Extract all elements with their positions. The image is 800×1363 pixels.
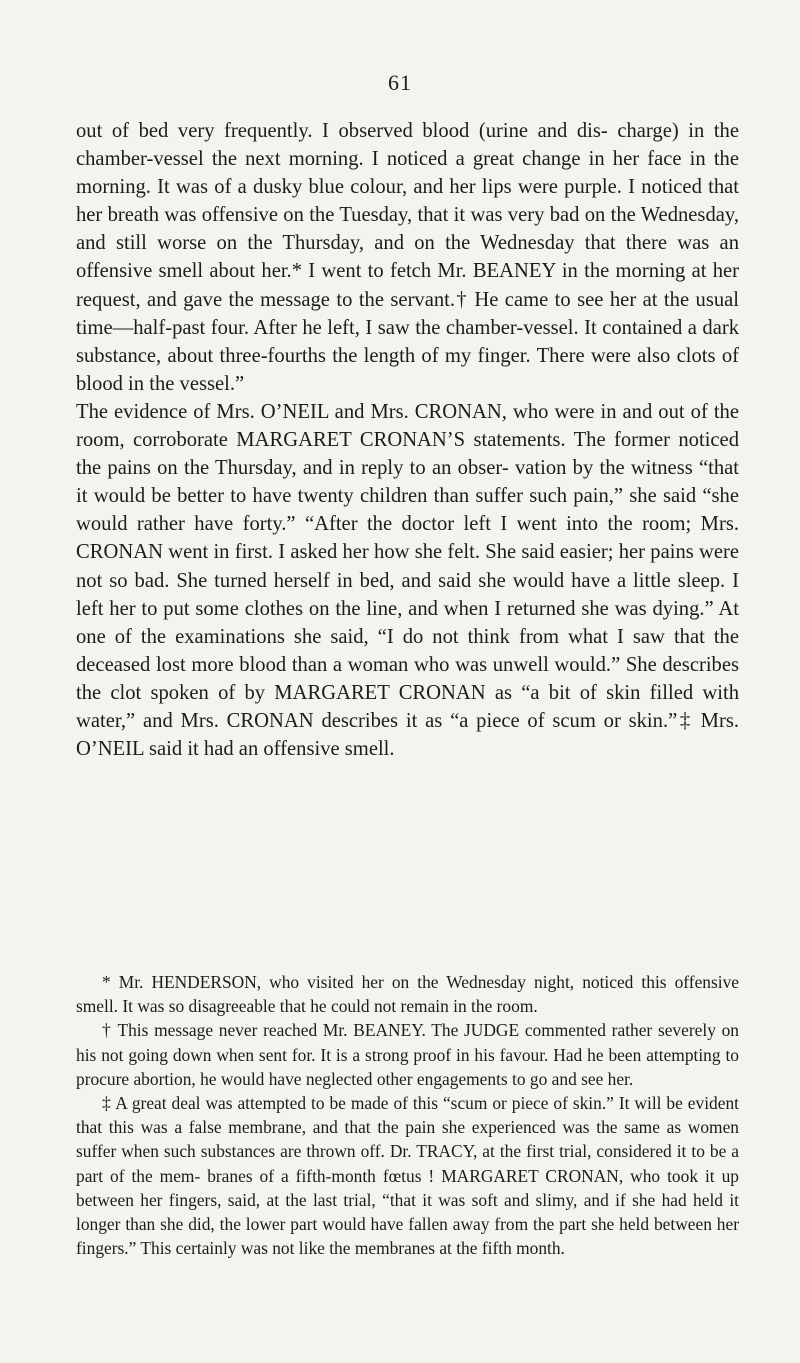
page-number: 61 <box>388 70 412 95</box>
main-text <box>76 117 739 763</box>
footnote-asterisk: * Mr. HENDERSON, who visited her on the Wednesday night, noticed this offensive smell. It was so disagreeable that he could not remain in the room. <box>76 972 739 1017</box>
footnotes <box>76 970 739 1260</box>
paragraph-1: out of bed very frequently. I observed blood (urine and dis- charge) in the chamber-vessel the next morning. I noticed a great change in her face in the morning. It was of a dusky blue colour, and her lips were purple. I noticed that her breath was offensive on the Tuesday, that it was very bad on the Wednesday, and still worse on the Thursday, and on the Wednesday that there was an offensive smell about her.* I went to fetch Mr. BEANEY in the morning at her request, and gave the message to the servant.† He came to see her at the usual time—half-past four. After he left, I saw the chamber-vessel. It contained a dark substance, about three-fourths the length of my finger. There were also clots of blood in the vessel.” <box>76 120 739 395</box>
footnote-double-dagger: ‡ A great deal was attempted to be made of this “scum or piece of skin.” It will be evident that this was a false membrane, and that the pain she experienced was the same as women suffer when such substances are thrown off. Dr. TRACY, at the first trial, considered it to be a part of the mem- branes of a fifth-month fœtus ! MARGARET CRONAN, who took it up between her fingers, said, at the last trial, “that it was soft and slimy, and if she had held it longer than she did, the lower part would have fallen away from the part she held between her fingers.” This certainly was not like the membranes at the fifth month. <box>76 1093 739 1259</box>
paragraph-2: The evidence of Mrs. O’NEIL and Mrs. CRONAN, who were in and out of the room, corroborate MARGARET CRONAN’S statements. The former noticed the pains on the Thursday, and in reply to an obser- vation by the witness “that it would be better to have twenty children than suffer such pain,” she said “she would rather have forty.” “After the doctor left I went into the room; Mrs. CRONAN went in first. I asked her how she felt. She said easier; her pains were not so bad. She turned herself in bed, and said she would have a little sleep. I left her to put some clothes on the line, and when I returned she was dying.” At one of the examinations she said, “I do not think from what I saw that the deceased lost more blood than a woman who was unwell would.” She describes the clot spoken of by MARGARET CRONAN as “a bit of skin filled with water,” and Mrs. CRONAN describes it as “a piece of scum or skin.”‡ Mrs. O’NEIL said it had an offensive smell. <box>76 400 739 761</box>
footnote-dagger: † This message never reached Mr. BEANEY. The JUDGE commented rather severely on his not going down when sent for. It is a strong proof in his favour. Had he been attempting to procure abortion, he would have neglected other engagements to go and see her. <box>76 1020 739 1089</box>
